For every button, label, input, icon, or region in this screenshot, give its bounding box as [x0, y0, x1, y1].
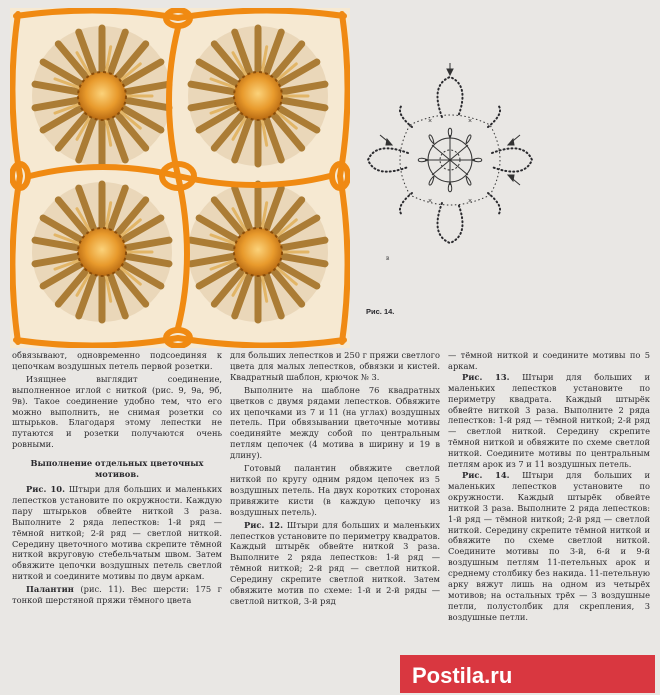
paragraph: Рис. 13. Штыри для больших и маленьких лепестков установите по периметру квадрата. Каждый штырёк обвейте ниткой 3 раза. Выполните 2 ряда лепестков: 1-й ряд — тёмной ниткой; 2-й ряд — светлой ниткой. Середину скрепите тёмной ниткой и обвяжите по схеме светлой ниткой. Соедините мотивы по центральным петлям арок из 7 и 11 воздушных петель.	[448, 371, 650, 470]
crochet-chart	[350, 55, 550, 265]
figure-caption: Рис. 14.	[366, 307, 395, 316]
paragraph: Рис. 10. Штыри для больших и маленьких лепестков установите по окружности. Каждую пару штырьков обвейте ниткой 3 раза. Выполните 2 ряда лепестков: 1-й ряд — тёмной ниткой; 2-й ряд — светлой ниткой. Середину цветочного мотива скрепите тёмной ниткой вкруговую стебельчатым швом. Затем обвяжите цепочки воздушных петель светлой ниткой и соедините мотивы по двум аркам.	[12, 483, 222, 582]
figure-ref: Рис. 14.	[462, 469, 510, 480]
flower-motif	[32, 26, 172, 166]
section-heading: Выполнение отдельных цветочных мотивов.	[30, 458, 204, 480]
flower-motif	[188, 182, 328, 322]
watermark-tld: .ru	[484, 663, 513, 688]
figure-ref: Рис. 10.	[26, 483, 65, 494]
subheading: Палантин	[26, 584, 74, 595]
motif-photo	[10, 8, 350, 348]
paragraph: для больших лепестков и 250 г пряжи светлого цвета для малых лепестков, обвязки и кистей. Квадратный шаблон, крючок № 3.	[230, 350, 440, 382]
svg-text:×: ×	[427, 198, 433, 205]
svg-text:×: ×	[467, 118, 473, 125]
figure-ref: Рис. 13.	[462, 371, 510, 382]
flower-motif	[32, 182, 172, 322]
text-column-3	[448, 350, 650, 623]
figure-sublabel: в	[386, 255, 390, 262]
paragraph: — тёмной ниткой и соедините мотивы по 5 аркам.	[448, 350, 650, 371]
paragraph: обвязывают, одновременно подсоединяя к цепочкам воздушных петель первой розетки.	[12, 350, 222, 371]
svg-text:×: ×	[427, 118, 433, 125]
svg-text:×: ×	[467, 198, 473, 205]
watermark-brand: Postila	[412, 663, 485, 688]
watermark-logo	[400, 655, 655, 693]
paragraph: Изящнее выглядит соединение, выполненное иглой с ниткой (рис. 9, 9а, 9б, 9в). Такое соединение удобно тем, что его можно выполнить, не снимая розетки со штырьков. Благодаря этому лепестки не путаются и розетки получаются очень ровными.	[12, 373, 222, 450]
paragraph: Готовый палантин обвяжите светлой ниткой по кругу одним рядом цепочек из 5 воздушных петель. На двух коротких сторонах привяжите кисти (в каждую цепочку из воздушных петель).	[230, 463, 440, 517]
flower-motif	[188, 26, 328, 166]
text-column-1	[12, 350, 222, 606]
paragraph: Палантин (рис. 11). Вес шерсти: 175 г тонкой шерстяной пряжи тёмного цвета	[12, 584, 222, 606]
paragraph: Выполните на шаблоне 76 квадратных цветков с двумя рядами лепестков. Обвяжите их цепочками из 7 и 11 (на углах) воздушных петель. При обвязывании цветочные мотивы соединяйте между собой по центральным петлям цепочек (4 мотива в ширину и 19 в длину).	[230, 384, 440, 461]
paragraph: Рис. 12. Штыри для больших и маленьких лепестков установите по периметру квадратов. Каждый штырёк обвейте ниткой 3 раза. Выполните 2 ряда лепестков: 1-й ряд — тёмной ниткой; 2-й ряд — светлой ниткой. Середину скрепите светлой ниткой. Затем обвяжите мотив по схеме: 1-й и 2-й ряды — светлой ниткой, 3-й ряд	[230, 519, 440, 606]
text-column-2	[230, 350, 440, 607]
paragraph: Рис. 14. Штыри для больших и маленьких лепестков установите по окружности. Каждый штырёк обвейте ниткой 3 раза. Выполните 2 ряда лепестков: 1-й ряд — тёмной ниткой; 2-й ряд — светлой ниткой. Середину скрепите тёмной ниткой и обвяжите по схеме светлой ниткой. Соедините мотивы по 3-й, 6-й и 9-й воздушным петлям 11-петельных арок и среднему столбику без накида. 11-петельную арку вяжут лишь на одном из четырёх мотивов; на остальных трёх — 3 воздушные петли, полустолбик для скрепления, 3 воздушные петли.	[448, 469, 650, 622]
figure-ref: Рис. 12.	[244, 519, 283, 530]
